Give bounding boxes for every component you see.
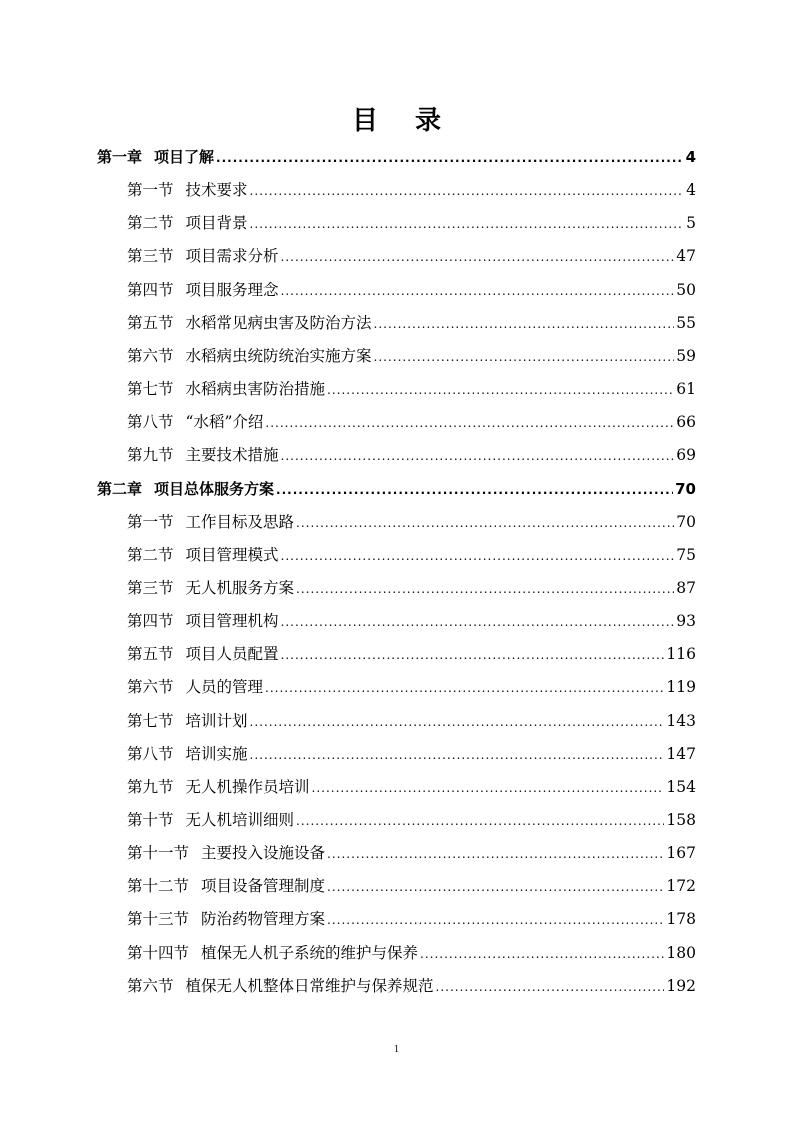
toc-entry-label: [127, 177, 248, 203]
toc-entry-text: 项目管理模式: [185, 545, 279, 564]
toc-entry-page: 167: [666, 844, 696, 863]
toc-entry-text: 主要投入设施设备: [201, 844, 326, 863]
toc-entry-number: 第四节: [127, 612, 174, 631]
toc-leader-dots: [420, 941, 664, 967]
toc-entry-label: [127, 310, 372, 336]
toc-entry-page: 158: [666, 811, 696, 829]
toc-leader-dots: [327, 874, 664, 900]
toc-entry-label: [127, 906, 325, 932]
toc-entry-text: 无人机服务方案: [185, 578, 295, 597]
toc-entry-number: 第一节: [127, 181, 174, 200]
toc-entry-label: [97, 476, 274, 502]
toc-entry-text: 无人机培训细则: [185, 811, 295, 829]
toc-section-entry[interactable]: [127, 210, 696, 236]
toc-entry-page: 147: [666, 744, 696, 763]
toc-leader-dots: [281, 244, 675, 270]
toc-chapter-entry[interactable]: [97, 476, 696, 502]
toc-entry-label: [127, 873, 325, 899]
toc-entry-page: 180: [666, 943, 696, 962]
toc-leader-dots: [281, 278, 675, 304]
toc-entry-label: [127, 708, 248, 734]
toc-leader-dots: [276, 477, 673, 503]
toc-leader-dots: [281, 443, 675, 469]
toc-entry-text: 水稻病虫害防治措施: [185, 380, 326, 399]
toc-entry-number: 第十节: [127, 811, 174, 829]
toc-section-entry[interactable]: [127, 641, 696, 667]
toc-entry-page: 55: [676, 313, 696, 332]
toc-leader-dots: [327, 907, 664, 933]
toc-entry-text: 项目设备管理制度: [201, 877, 326, 896]
toc-entry-text: 水稻常见病虫害及防治方法: [185, 313, 372, 332]
toc-entry-label: [127, 376, 325, 402]
toc-leader-dots: [436, 974, 665, 1000]
toc-entry-label: [127, 741, 248, 767]
toc-entry-number: 第六节: [127, 976, 174, 995]
toc-leader-dots: [250, 742, 665, 768]
toc-leader-dots: [265, 675, 664, 701]
toc-entry-number: 第十四节: [127, 943, 190, 962]
toc-entry-number: 第六节: [127, 346, 174, 365]
toc-entry-page: 87: [676, 578, 696, 597]
toc-entry-label: [127, 542, 279, 568]
toc-section-entry[interactable]: [127, 906, 696, 932]
toc-entry-label: [127, 442, 279, 468]
toc-title: 目 录: [351, 106, 456, 136]
toc-entry-page: 143: [666, 711, 696, 730]
toc-chapter-entry[interactable]: [97, 144, 696, 170]
toc-leader-dots: [296, 510, 674, 536]
toc-entry-page: 154: [666, 777, 696, 796]
toc-entry-page: 47: [676, 247, 696, 266]
toc-leader-dots: [216, 145, 684, 171]
toc-entry-text: 工作目标及思路: [185, 512, 295, 531]
toc-section-entry[interactable]: [127, 873, 696, 899]
toc-entry-page: 75: [676, 545, 696, 564]
toc-entry-text: 防治药物管理方案: [201, 910, 326, 929]
toc-entry-number: 第十三节: [127, 910, 190, 929]
toc-entry-text: “水稻”介绍: [185, 413, 264, 432]
toc-entry-number: 第一节: [127, 512, 174, 531]
toc-entry-text: 项目需求分析: [185, 247, 279, 266]
toc-entry-text: 项目背景: [185, 214, 248, 233]
toc-entry-number: 第三节: [127, 247, 174, 266]
toc-leader-dots: [296, 576, 674, 602]
toc-section-entry[interactable]: [127, 608, 696, 634]
toc-leader-dots: [250, 709, 665, 735]
toc-entry-page: 5: [686, 214, 696, 233]
toc-section-entry[interactable]: [127, 575, 696, 601]
toc-entry-page: 93: [676, 612, 696, 631]
toc-entry-page: 116: [666, 645, 696, 664]
toc-section-entry[interactable]: [127, 310, 696, 336]
toc-section-entry[interactable]: [127, 940, 696, 966]
toc-entry-label: [127, 509, 294, 535]
toc-entry-page: 66: [676, 413, 696, 432]
toc-entry-page: 59: [676, 346, 696, 365]
toc-entry-number: 第二节: [127, 545, 174, 564]
toc-entry-number: 第九节: [127, 446, 174, 465]
toc-leader-dots: [250, 178, 685, 204]
toc-leader-dots: [312, 775, 665, 801]
toc-entry-label: [97, 144, 214, 170]
toc-section-entry[interactable]: [127, 177, 696, 203]
toc-entry-label: [127, 940, 418, 966]
toc-entry-page: 61: [676, 380, 696, 399]
toc-section-entry[interactable]: [127, 708, 696, 734]
toc-entry-number: 第七节: [127, 711, 174, 730]
toc-entry-label: [127, 277, 279, 303]
toc-entry-number: 第三节: [127, 578, 174, 597]
toc-entry-text: 项目管理机构: [185, 612, 279, 631]
toc-section-entry[interactable]: [127, 973, 696, 999]
toc-entry-label: [127, 774, 310, 800]
toc-entry-page: 172: [666, 877, 696, 896]
toc-leader-dots: [250, 211, 685, 237]
toc-section-entry[interactable]: [127, 509, 696, 535]
toc-section-entry[interactable]: [127, 409, 696, 435]
toc-section-entry[interactable]: [127, 542, 696, 568]
toc-entry-label: [127, 973, 434, 999]
toc-entry-number: 第十一节: [127, 844, 190, 863]
toc-leader-dots: [327, 841, 664, 867]
toc-entry-text: 项目了解: [154, 148, 215, 166]
toc-entry-number: 第五节: [127, 645, 174, 664]
toc-entry-page: 50: [676, 280, 696, 299]
toc-entry-label: [127, 575, 294, 601]
toc-entry-text: 项目服务理念: [185, 280, 279, 299]
toc-leader-dots: [296, 808, 664, 834]
toc-entry-label: [127, 608, 279, 634]
toc-section-entry[interactable]: [127, 741, 696, 767]
toc-entry-label: [127, 343, 372, 369]
toc-entry-text: 植保无人机子系统的维护与保养: [201, 943, 419, 962]
page-number: 1: [394, 1044, 399, 1055]
toc-leader-dots: [281, 543, 675, 569]
toc-section-entry[interactable]: [127, 343, 696, 369]
toc-section-entry[interactable]: [127, 243, 696, 269]
toc-entry-number: 第八节: [127, 744, 174, 763]
toc-entry-text: 项目总体服务方案: [154, 479, 275, 498]
toc-leader-dots: [281, 642, 665, 668]
toc-entry-label: [127, 641, 279, 667]
toc-entry-page: 4: [685, 148, 696, 166]
toc-entry-number: 第十二节: [127, 877, 190, 896]
toc-entry-number: 第八节: [127, 413, 174, 432]
toc-entry-text: 植保无人机整体日常维护与保养规范: [185, 976, 434, 995]
toc-leader-dots: [281, 609, 675, 635]
toc-leader-dots: [265, 410, 674, 436]
toc-entry-number: 第二章: [97, 479, 143, 498]
toc-entry-text: 项目人员配置: [185, 645, 279, 664]
toc-leader-dots: [374, 344, 675, 370]
toc-section-entry[interactable]: [127, 674, 696, 700]
toc-leader-dots: [327, 377, 674, 403]
toc-entry-text: 培训实施: [185, 744, 248, 763]
toc-section-entry[interactable]: [127, 774, 696, 800]
toc-entry-label: [127, 243, 279, 269]
toc-entry-number: 第二节: [127, 214, 174, 233]
toc-entry-label: [127, 807, 294, 833]
toc-section-entry[interactable]: [127, 376, 696, 402]
toc-entry-number: 第九节: [127, 777, 174, 796]
toc-entry-page: 192: [666, 976, 696, 995]
toc-section-entry[interactable]: [127, 277, 696, 303]
toc-entry-number: 第七节: [127, 380, 174, 399]
toc-entry-page: 119: [666, 678, 696, 697]
toc-entry-page: 69: [676, 446, 696, 465]
toc-section-entry[interactable]: [127, 442, 696, 468]
toc-entry-label: [127, 409, 263, 435]
toc-entry-number: 第一章: [97, 148, 143, 166]
toc-leader-dots: [374, 311, 675, 337]
toc-entry-text: 无人机操作员培训: [185, 777, 310, 796]
toc-entry-number: 第六节: [127, 678, 174, 697]
toc-entry-label: [127, 674, 263, 700]
toc-entry-text: 技术要求: [185, 181, 248, 200]
toc-entry-number: 第五节: [127, 313, 174, 332]
toc-entry-label: [127, 210, 248, 236]
toc-entry-page: 70: [676, 512, 696, 531]
toc-entry-text: 主要技术措施: [185, 446, 279, 465]
toc-entry-page: 4: [686, 181, 696, 200]
toc-entry-label: [127, 840, 325, 866]
toc-entry-text: 培训计划: [185, 711, 248, 730]
toc-section-entry[interactable]: [127, 807, 696, 833]
toc-entry-text: 人员的管理: [185, 678, 264, 697]
toc-entry-page: 70: [675, 479, 696, 498]
toc-entry-text: 水稻病虫统防统治实施方案: [185, 346, 372, 365]
toc-section-entry[interactable]: [127, 840, 696, 866]
toc-entry-number: 第四节: [127, 280, 174, 299]
toc-entry-page: 178: [666, 910, 696, 929]
